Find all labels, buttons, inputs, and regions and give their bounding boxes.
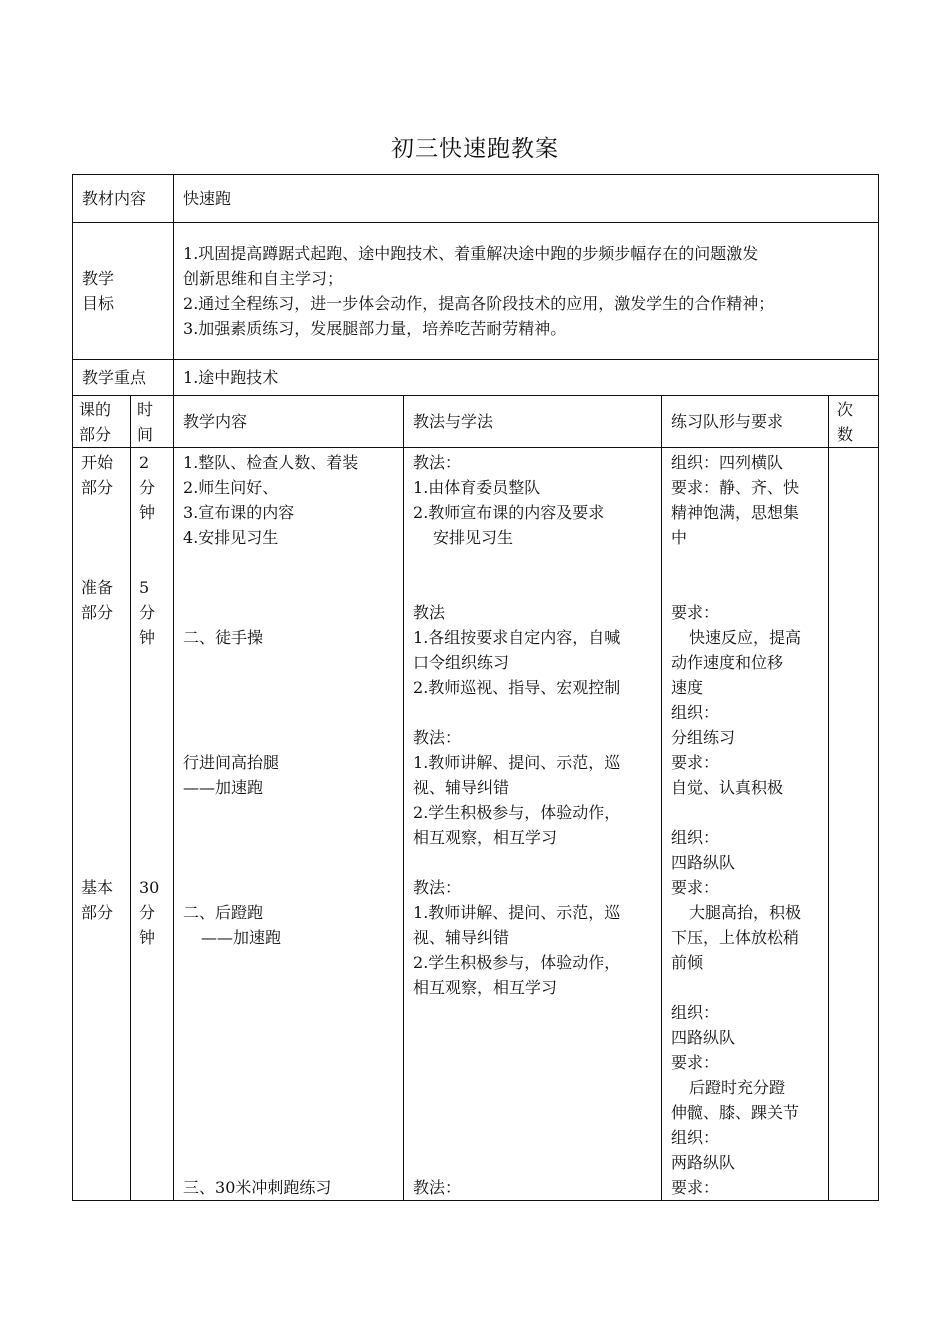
- content-line: 二、后蹬跑: [183, 903, 264, 922]
- time-line: [139, 525, 171, 550]
- content-line: 4.安排见习生: [183, 528, 279, 547]
- time-line: [139, 775, 171, 800]
- page-title: 初三快速跑教案: [391, 136, 559, 162]
- method-line: [413, 1000, 652, 1025]
- goal-line: 3.加强素质练习，发展腿部力量，培养吃苦耐劳精神。: [183, 319, 567, 338]
- time-line: [139, 650, 171, 675]
- part-line: [81, 700, 126, 725]
- column-header-row: [73, 396, 879, 448]
- col-count-header: 次 数: [829, 396, 879, 448]
- method-line: 教法：: [413, 453, 462, 472]
- part-line: [81, 525, 126, 550]
- formation-line: 要求：: [671, 753, 720, 772]
- method-line: 1.由体育委员整队: [413, 478, 541, 497]
- goal-line: 2.通过全程练习，进一步体会动作，提高各阶段技术的应用，激发学生的合作精神；: [183, 294, 775, 313]
- col-formation-header: 练习队形与要求: [662, 396, 829, 448]
- time-line: 5: [139, 578, 150, 597]
- col-method-header: 教法与学法: [404, 396, 662, 448]
- content-line: [183, 950, 394, 975]
- material-row: [73, 175, 879, 223]
- formation-line: [671, 575, 819, 600]
- method-line: [413, 850, 652, 875]
- method-line: 2.学生积极参与，体验动作，: [413, 953, 621, 972]
- part-line: [81, 650, 126, 675]
- time-line: 分: [139, 478, 156, 497]
- part-line: [81, 625, 126, 650]
- part-line: 基本: [81, 878, 114, 897]
- content-line: 2.师生问好、: [183, 478, 279, 497]
- formation-line: 大腿高抬，积极: [689, 903, 802, 922]
- part-cell: [73, 448, 131, 1201]
- formation-line: 下压，上体放松稍: [671, 928, 800, 947]
- formation-line: 精神饱满，思想集: [671, 503, 800, 522]
- time-line: 分: [139, 903, 156, 922]
- content-line: [183, 600, 394, 625]
- part-line: 开始: [81, 453, 114, 472]
- time-line: [139, 850, 171, 875]
- method-line: 口令组织练习: [413, 653, 510, 672]
- goal-line: 1.巩固提高蹲踞式起跑、途中跑技术、着重解决途中跑的步频步幅存在的问题激发: [183, 244, 759, 263]
- time-line: 钟: [139, 503, 156, 522]
- goal-label: 教学 目标: [73, 223, 174, 360]
- content-line: 3.宣布课的内容: [183, 503, 295, 522]
- method-line: [413, 1050, 652, 1075]
- method-line: 2.教师巡视、指导、宏观控制: [413, 678, 621, 697]
- formation-line: 要求：: [671, 603, 720, 622]
- method-line: 视、辅导纠错: [413, 928, 510, 947]
- method-line: 教法：: [413, 878, 462, 897]
- body-row: [73, 448, 879, 1201]
- method-line: 2.学生积极参与，体验动作，: [413, 803, 621, 822]
- formation-cell: [662, 448, 829, 1201]
- focus-value: 1.途中跑技术: [174, 360, 879, 396]
- method-line: [413, 1075, 652, 1100]
- content-line: [183, 1050, 394, 1075]
- method-line: [413, 1125, 652, 1150]
- content-line: [183, 800, 394, 825]
- method-line: 1.各组按要求自定内容，自喊: [413, 628, 621, 647]
- method-line: 教法：: [413, 728, 462, 747]
- time-line: [139, 750, 171, 775]
- part-line: [81, 850, 126, 875]
- method-line: [413, 700, 652, 725]
- method-line: 相互观察，相互学习: [413, 978, 558, 997]
- content-line: [183, 575, 394, 600]
- part-line: 部分: [81, 478, 114, 497]
- time-line: [139, 700, 171, 725]
- formation-line: 要求：: [671, 1178, 720, 1197]
- goal-row: [73, 223, 879, 360]
- goal-line: 创新思维和自主学习；: [183, 269, 344, 288]
- method-line: [413, 575, 652, 600]
- part-line: 准备: [81, 578, 114, 597]
- time-line: [139, 550, 171, 575]
- part-line: 部分: [81, 903, 114, 922]
- count-cell: [829, 448, 879, 1201]
- time-line: [139, 800, 171, 825]
- content-line: [183, 850, 394, 875]
- content-line: 1.整队、检查人数、着装: [183, 453, 359, 472]
- time-cell: [131, 448, 174, 1201]
- method-line: [413, 1150, 652, 1175]
- part-line: [81, 750, 126, 775]
- formation-line: 组织：: [671, 1128, 720, 1147]
- col-part-header: 课的 部分: [73, 396, 131, 448]
- lesson-plan-table: [72, 174, 879, 1201]
- formation-line: 要求：静、齐、快: [671, 478, 800, 497]
- time-line: [139, 825, 171, 850]
- formation-line: [671, 550, 819, 575]
- formation-line: 组织：: [671, 1003, 720, 1022]
- method-line: 教法：: [413, 1178, 462, 1197]
- content-line: [183, 975, 394, 1000]
- formation-line: [671, 975, 819, 1000]
- part-line: [81, 775, 126, 800]
- content-line: [183, 1100, 394, 1125]
- method-line: 安排见习生: [433, 528, 514, 547]
- formation-line: 要求：: [671, 1053, 720, 1072]
- material-label: 教材内容: [73, 175, 174, 223]
- material-value: 快速跑: [174, 175, 879, 223]
- content-line: [183, 1150, 394, 1175]
- formation-line: 伸髋、膝、踝关节: [671, 1103, 800, 1122]
- time-line: 钟: [139, 628, 156, 647]
- formation-line: 四路纵队: [671, 1028, 736, 1047]
- part-line: [81, 500, 126, 525]
- content-line: [183, 1025, 394, 1050]
- time-line: [139, 725, 171, 750]
- part-line: [81, 825, 126, 850]
- content-cell: [174, 448, 404, 1201]
- time-line: 2: [139, 453, 150, 472]
- time-line: [139, 675, 171, 700]
- col-time-header: 时 间: [131, 396, 174, 448]
- formation-line: 快速反应，提高: [689, 628, 802, 647]
- part-line: [81, 550, 126, 575]
- content-line: [183, 675, 394, 700]
- content-line: [183, 1000, 394, 1025]
- formation-line: 前倾: [671, 953, 704, 972]
- goals-cell: [174, 223, 879, 360]
- formation-line: 要求：: [671, 878, 720, 897]
- method-line: 相互观察，相互学习: [413, 828, 558, 847]
- content-line: 三、30米冲刺跑练习: [183, 1178, 332, 1197]
- formation-line: 中: [671, 528, 688, 547]
- content-line: [183, 825, 394, 850]
- content-line: [183, 875, 394, 900]
- content-line: [183, 700, 394, 725]
- method-line: 教法: [413, 603, 446, 622]
- part-line: [81, 675, 126, 700]
- formation-line: 动作速度和位移: [671, 653, 784, 672]
- method-line: 1.教师讲解、提问、示范，巡: [413, 903, 621, 922]
- method-line: 视、辅导纠错: [413, 778, 510, 797]
- content-line: [183, 550, 394, 575]
- formation-line: [671, 800, 819, 825]
- formation-line: 四路纵队: [671, 853, 736, 872]
- time-line: 分: [139, 603, 156, 622]
- formation-line: 组织：: [671, 828, 720, 847]
- col-content-header: 教学内容: [174, 396, 404, 448]
- content-line: ——加速跑: [201, 928, 282, 947]
- part-line: [81, 725, 126, 750]
- focus-label: 教学重点: [73, 360, 174, 396]
- method-line: [413, 1100, 652, 1125]
- part-line: 部分: [81, 603, 114, 622]
- formation-line: 自觉、认真积极: [671, 778, 784, 797]
- content-line: [183, 1125, 394, 1150]
- content-line: ——加速跑: [183, 778, 264, 797]
- content-line: [183, 650, 394, 675]
- formation-line: 组织：四列横队: [671, 453, 784, 472]
- formation-line: 组织：: [671, 703, 720, 722]
- method-line: 2.教师宣布课的内容及要求: [413, 503, 605, 522]
- time-line: 钟: [139, 928, 156, 947]
- part-line: [81, 800, 126, 825]
- method-cell: [404, 448, 662, 1201]
- formation-line: 速度: [671, 678, 704, 697]
- formation-line: 分组练习: [671, 728, 736, 747]
- formation-line: 两路纵队: [671, 1153, 736, 1172]
- focus-row: [73, 360, 879, 396]
- method-line: [413, 1025, 652, 1050]
- content-line: 行进间高抬腿: [183, 753, 280, 772]
- formation-line: 后蹬时充分蹬: [689, 1078, 786, 1097]
- content-line: [183, 725, 394, 750]
- method-line: 1.教师讲解、提问、示范，巡: [413, 753, 621, 772]
- content-line: [183, 1075, 394, 1100]
- method-line: [413, 550, 652, 575]
- content-line: 二、徒手操: [183, 628, 264, 647]
- time-line: 30: [139, 878, 160, 897]
